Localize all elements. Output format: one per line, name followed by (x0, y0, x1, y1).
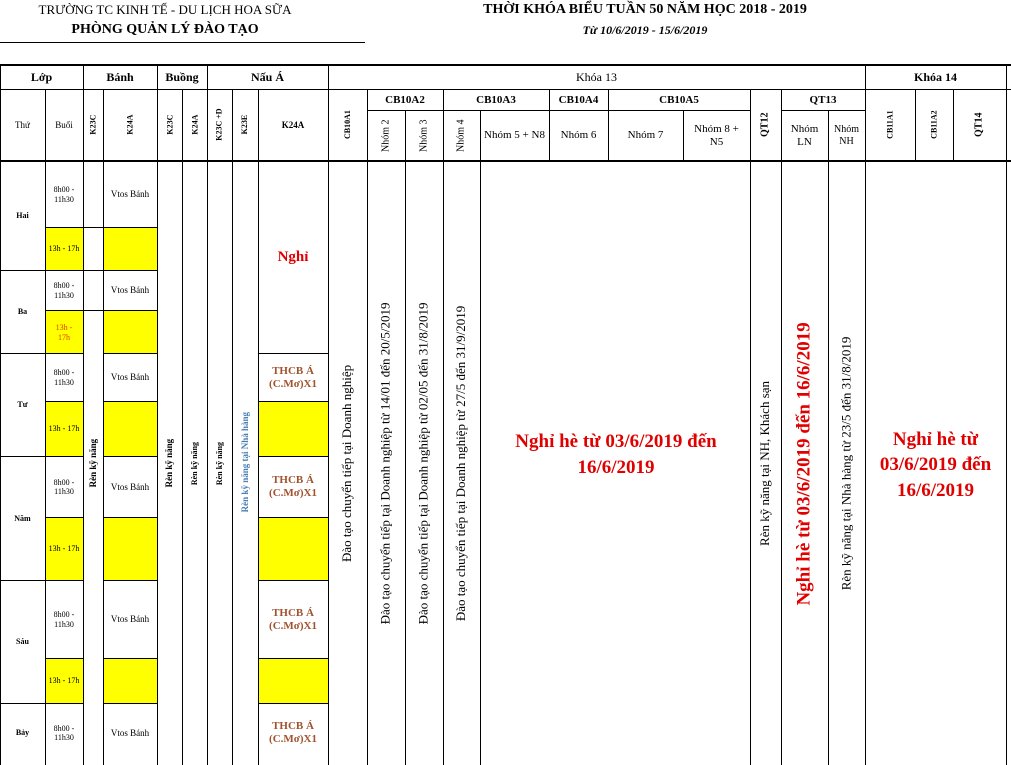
session-morning: 8h00 - 11h30 (53, 185, 75, 204)
col-qt12: QT12 (759, 112, 771, 138)
nghi-cell: Nghỉ (277, 248, 309, 265)
vtos-banh-cell: Vtos Bánh (110, 614, 150, 625)
col-qt13: QT13 (809, 93, 837, 106)
session-morning: 8h00 - 11h30 (53, 723, 75, 742)
session-morning: 8h00 - 11h30 (53, 477, 75, 496)
qt12-text: Rèn kỹ năng tại NH, Khách sạn (757, 381, 773, 546)
col-cb10a3: CB10A3 (476, 93, 516, 106)
day-nam: Năm (14, 513, 31, 523)
nghi-he-khoa14: Nghỉ hè từ 03/6/2019 đến 16/6/2019 (879, 428, 992, 501)
col-nhom-nh: Nhóm NH (834, 124, 859, 147)
header-underline (0, 42, 365, 43)
col-nau-a: Nấu Á (250, 69, 284, 84)
col-k23c-banh: K23C (88, 115, 98, 135)
vtos-banh-cell: Vtos Bánh (110, 189, 150, 200)
col-khoa14: Khóa 14 (913, 69, 957, 84)
nhom4-text: Đào tạo chuyển tiếp tại Doanh nghiệp từ 27/5 đến 31/9/2019 (453, 305, 469, 622)
col-nhom-ln: Nhóm LN (790, 122, 819, 148)
qt13-ln-text: Nghỉ hè từ 03/6/2019 đến 16/6/2019 (793, 321, 815, 606)
col-nhom5n8: Nhóm 5 + N8 (484, 129, 545, 142)
vtos-banh-cell: Vtos Bánh (110, 285, 150, 296)
col-k23c-buong: K23C (164, 115, 174, 135)
thcb-cell: THCB Á (C.Mơ)X1 (269, 720, 317, 745)
col-cb10a4: CB10A4 (558, 93, 599, 106)
session-afternoon: 13h - 17h (48, 544, 80, 554)
ren-ky-nang-k23cd: Rèn kỹ năng (214, 441, 224, 486)
ren-ky-nang-k23c-buong: Rèn kỹ năng (164, 439, 175, 488)
day-hai: Hai (16, 211, 29, 221)
col-nhom6: Nhóm 6 (560, 129, 597, 142)
col-cb11a1: CB11A1 (885, 110, 895, 140)
day-bay: Bảy (15, 728, 30, 738)
col-nhom8n5: Nhóm 8 + N5 (694, 122, 739, 148)
col-cb10a2: CB10A2 (385, 93, 425, 106)
col-k24a-banh: K24A (125, 115, 135, 135)
day-tu: Tư (17, 400, 28, 410)
cb10a1-text: Đào tạo chuyển tiếp tại Doanh nghiệp (339, 364, 355, 563)
thcb-cell: THCB Á (C.Mơ)X1 (269, 364, 317, 390)
col-banh: Bánh (106, 69, 134, 84)
school-name: TRƯỜNG TC KINH TẾ - DU LỊCH HOA SỮA (38, 2, 292, 17)
session-afternoon: 13h - 17h (48, 676, 80, 686)
col-nhom4: Nhóm 4 (455, 119, 467, 152)
ren-ky-nang-nha-hang-k23e: Rèn kỹ năng tại Nhà hàng (239, 411, 250, 513)
col-lop: Lớp (30, 69, 53, 84)
schedule-title: THỜI KHÓA BIỂU TUẦN 50 NĂM HỌC 2018 - 2019 (483, 2, 807, 17)
col-buoi: Buổi (55, 119, 73, 130)
col-nhom3: Nhóm 3 (418, 119, 430, 152)
qt13-nh-text: Rèn kỹ năng tại Nhà hàng từ 23/5 đến 31/8/2019 (838, 336, 854, 591)
session-morning: 8h00 - 11h30 (53, 281, 75, 300)
vtos-banh-cell: Vtos Bánh (110, 727, 150, 738)
schedule-dates: Từ 10/6/2019 - 15/6/2019 (582, 23, 708, 37)
col-qt14: QT14 (973, 112, 985, 138)
col-thu: Thứ (15, 119, 30, 130)
day-ba: Ba (17, 307, 28, 317)
col-nhom7: Nhóm 7 (627, 129, 664, 142)
col-cb10a1: CB10A1 (342, 110, 352, 140)
header-left (0, 2, 330, 38)
col-k23cd: K23C +D (214, 108, 224, 142)
ren-ky-nang-k23c-banh: Rèn kỹ năng (87, 439, 98, 488)
nhom2-text: Đào tạo chuyển tiếp tại Doanh nghiệp từ 14/01 đến 20/5/2019 (377, 302, 393, 625)
col-cb10a5: CB10A5 (659, 93, 699, 106)
vtos-banh-cell: Vtos Bánh (110, 372, 150, 383)
col-k23e: K23E (240, 115, 250, 135)
department-name: PHÒNG QUẢN LÝ ĐÀO TẠO (71, 22, 259, 37)
nhom3-text: Đào tạo chuyển tiếp tại Doanh nghiệp từ 02/05 đến 31/8/2019 (415, 302, 431, 625)
session-afternoon: 13h - 17h (48, 424, 80, 434)
day-sau: Sáu (16, 637, 29, 647)
session-afternoon: 13h - 17h (55, 323, 73, 342)
nghi-he-khoa13: Nghỉ hè từ 03/6/2019 đến 16/6/2019 (515, 431, 717, 478)
col-buong: Buồng (165, 69, 199, 84)
col-k24a-nau: K24A (281, 119, 305, 130)
session-afternoon: 13h - 17h (48, 244, 80, 254)
col-k24a-buong: K24A (189, 115, 199, 135)
session-morning: 8h00 - 11h30 (53, 368, 75, 387)
session-morning: 8h00 - 11h30 (53, 610, 75, 629)
thcb-cell: THCB Á (C.Mơ)X1 (269, 474, 317, 499)
ren-ky-nang-k24a-buong: Rèn kỹ năng (189, 441, 199, 486)
col-nhom2: Nhóm 2 (380, 119, 392, 152)
vtos-banh-cell: Vtos Bánh (110, 481, 150, 492)
header-right (390, 2, 900, 38)
thcb-cell: THCB Á (C.Mơ)X1 (269, 606, 317, 632)
col-cb11a2: CB11A2 (929, 110, 939, 140)
col-khoa13: Khóa 13 (576, 69, 617, 84)
